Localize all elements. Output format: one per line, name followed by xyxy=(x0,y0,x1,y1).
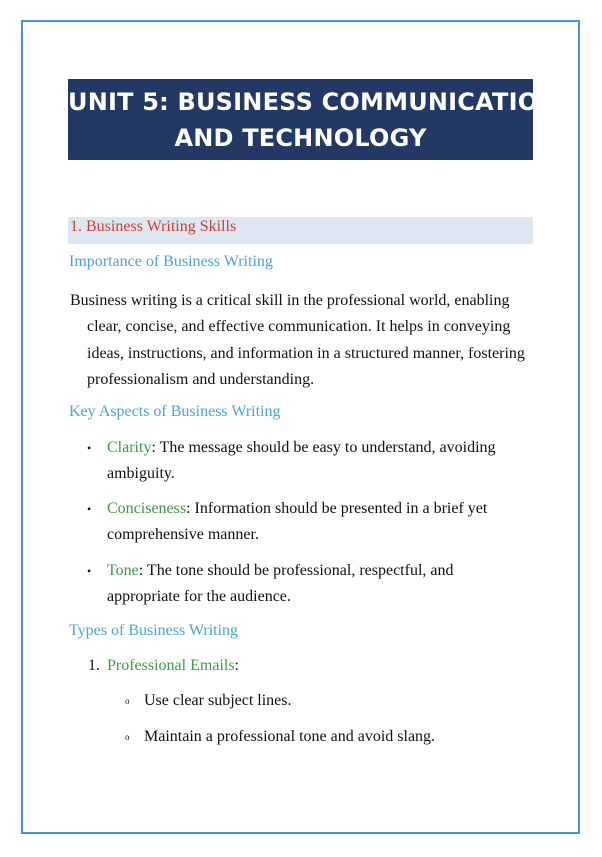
type-term: Professional Emails xyxy=(107,657,235,674)
bullet-icon: • xyxy=(87,441,92,455)
unit-title-banner xyxy=(68,79,559,160)
aspect-term: Tone xyxy=(107,562,139,579)
bullet-icon: • xyxy=(87,502,92,516)
section-heading: 1. Business Writing Skills xyxy=(68,217,533,244)
importance-paragraph xyxy=(70,288,535,393)
list-item xyxy=(87,558,517,610)
importance-paragraph-first-line: Business writing is a critical skill in the professional world, enabling xyxy=(70,292,510,309)
circle-bullet-icon: o xyxy=(125,732,130,743)
types-heading: Types of Business Writing xyxy=(69,622,239,639)
numbered-list-item xyxy=(88,656,239,676)
sub-list-item xyxy=(125,691,292,711)
list-item xyxy=(87,496,517,548)
aspect-description: : The message should be easy to understand, avoiding ambiguity. xyxy=(107,439,496,482)
type-term-suffix: : xyxy=(234,657,239,674)
sub-list-text: Use clear subject lines. xyxy=(144,692,292,709)
unit-title-line-1: UNIT 5: BUSINESS COMMUNICATION xyxy=(68,88,559,116)
importance-heading: Importance of Business Writing xyxy=(69,253,273,270)
key-aspects-heading: Key Aspects of Business Writing xyxy=(69,403,281,420)
bullet-icon: • xyxy=(87,564,92,578)
sub-list-text: Maintain a professional tone and avoid slang. xyxy=(144,728,436,745)
list-number: 1. xyxy=(88,657,100,674)
aspect-description: : Information should be presented in a brief yet comprehensive manner. xyxy=(107,500,488,543)
circle-bullet-icon: o xyxy=(125,696,130,707)
aspect-term: Clarity xyxy=(107,439,152,456)
aspect-description: : The tone should be professional, respectful, and appropriate for the audience. xyxy=(107,562,454,605)
unit-title-line-2: AND TECHNOLOGY xyxy=(174,124,427,152)
importance-paragraph-continuation: clear, concise, and effective communication. It helps in conveying ideas, instructions, and information in a structured manner, fostering professionalism and understanding. xyxy=(87,318,525,388)
list-item xyxy=(87,435,517,487)
aspect-term: Conciseness xyxy=(107,500,187,517)
sub-list-item xyxy=(125,727,435,747)
